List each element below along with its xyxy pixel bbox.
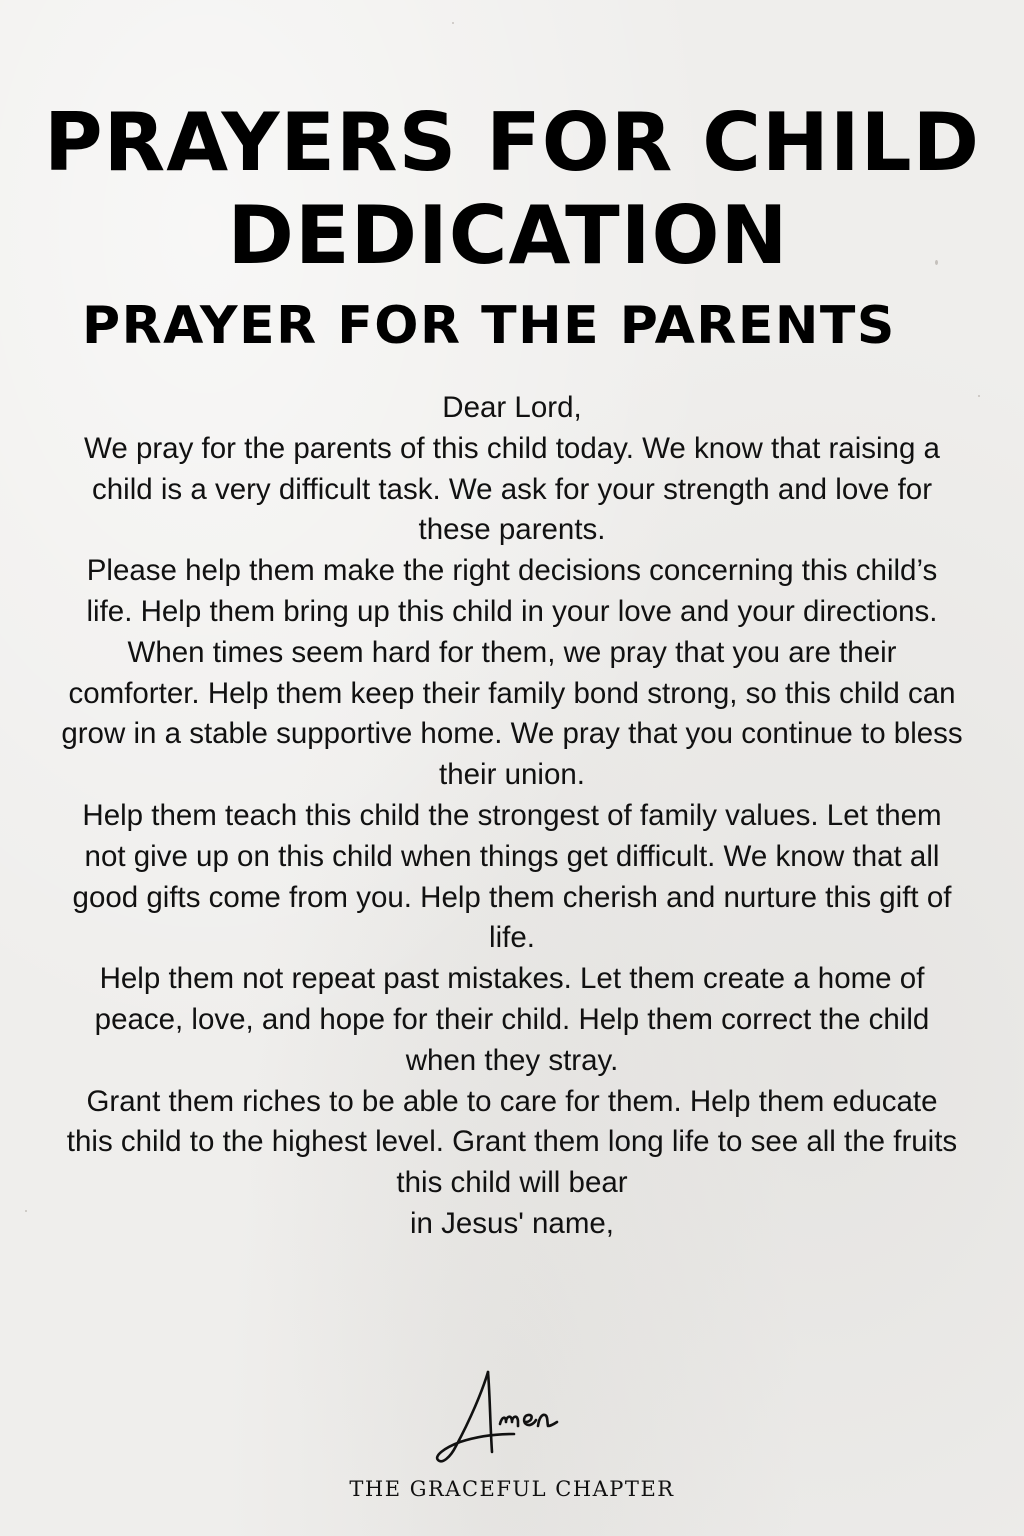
- prayer-greeting: Dear Lord,: [442, 391, 582, 424]
- prayer-paragraph: Please help them make the right decisions concerning this child’s life. Help them bring up this child in your love and your directions.: [86, 554, 938, 628]
- prayer-paragraph: Help them teach this child the strongest of family values. Let them not give up on this child when things get difficult. We know that all good gifts come from you. Help them cherish and nurture this gift of life.: [72, 798, 952, 955]
- prayer-paragraph: We pray for the parents of this child today. We know that raising a child is a very difficult task. We ask for your strength and love for these parents.: [84, 431, 940, 547]
- paper-speck: [452, 22, 454, 24]
- footer-brand: THE GRACEFUL CHAPTER: [349, 1477, 675, 1501]
- amen-signature: [430, 1368, 600, 1468]
- paper-speck: [25, 1210, 27, 1212]
- prayer-body: [60, 388, 964, 1245]
- prayer-paragraph: Grant them riches to be able to care for them. Help them educate this child to the highest level. Grant them long life to see all the fruits this child will bear: [66, 1084, 958, 1200]
- page-title-line-2: DEDICATION: [227, 189, 789, 282]
- page-title-line-1: PRAYERS FOR CHILD: [43, 96, 981, 189]
- prayer-paragraph: Help them not repeat past mistakes. Let them create a home of peace, love, and hope for their child. Help them correct the child when they stray.: [94, 962, 930, 1077]
- prayer-paragraph: When times seem hard for them, we pray that you are their comforter. Help them keep their family bond strong, so this child can grow in a stable supportive home. We pray that you continue to bless their union.: [61, 635, 963, 792]
- prayer-closing: in Jesus' name,: [409, 1206, 615, 1240]
- prayer-subtitle: PRAYER FOR THE PARENTS: [82, 296, 896, 356]
- paper-speck: [978, 395, 980, 397]
